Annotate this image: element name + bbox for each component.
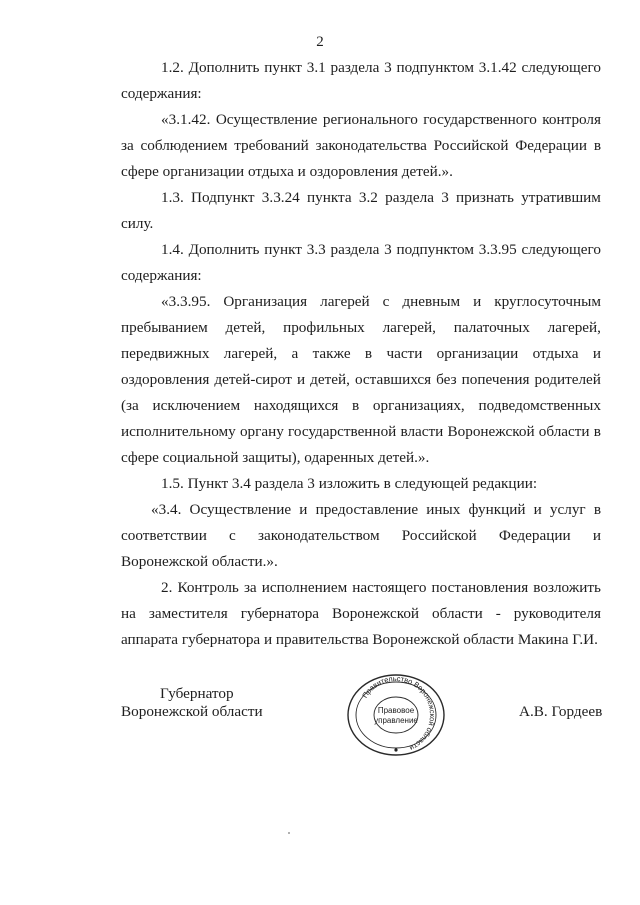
word: за: [243, 579, 257, 596]
word: оздоровления: [121, 371, 210, 388]
stamp-inner-line2: управление: [374, 716, 418, 725]
stamp-inner-line1: Правовое: [377, 706, 415, 715]
word: следующего: [521, 241, 601, 258]
word: организации: [436, 345, 519, 362]
word: лагерей,: [547, 319, 601, 336]
text-line: [161, 292, 601, 312]
word: -: [495, 605, 501, 622]
word: (за: [121, 397, 139, 414]
word: 3.3.24: [261, 189, 300, 206]
word: Федерации: [515, 137, 588, 154]
stamp-outer-text: Правительство Воронежской области: [360, 673, 438, 753]
word: услуг: [549, 501, 586, 518]
word: лагерей,: [382, 319, 436, 336]
word: 3: [441, 189, 449, 206]
word: требований: [234, 137, 309, 154]
word: организациях,: [372, 397, 465, 414]
word: 3: [384, 59, 392, 76]
signatory-region: Воронежской области: [121, 703, 263, 720]
word: находящихся: [253, 397, 339, 414]
word: соответствии: [121, 527, 207, 544]
text-line: Воронежской области.».: [121, 553, 278, 570]
word: профильных: [283, 319, 365, 336]
text-line: сфере организации отдыха и оздоровления детей.».: [121, 163, 453, 180]
word: пункт: [264, 241, 302, 258]
word: детей,: [225, 319, 266, 336]
word: следующего: [521, 59, 601, 76]
word: круглосуточным: [494, 293, 601, 310]
word: органу: [239, 423, 284, 440]
word: пункта: [307, 189, 352, 206]
word: раздела: [330, 59, 380, 76]
word: лагерей: [320, 293, 370, 310]
word: в: [593, 501, 601, 518]
word: пребыванием: [121, 319, 208, 336]
word: иных: [426, 501, 461, 518]
word: без: [436, 371, 457, 388]
word: области: [538, 423, 590, 440]
word: руководителя: [513, 605, 601, 622]
word: Дополнить: [188, 59, 260, 76]
text-line: [121, 136, 601, 156]
word: лагерей,: [223, 345, 278, 362]
word: Российской: [401, 527, 477, 544]
word: Организация: [223, 293, 308, 310]
text-line: силу.: [121, 215, 154, 232]
word: детей,: [310, 371, 350, 388]
word: губернатора: [240, 605, 320, 622]
word: отдыха: [532, 345, 579, 362]
word: детей-сирот: [214, 371, 292, 388]
word: а: [291, 345, 299, 362]
word: 3.3.95: [478, 241, 517, 258]
word: в: [364, 345, 373, 362]
text-line: [161, 110, 601, 130]
scan-speck: [288, 832, 290, 834]
text-line: аппарата губернатора и правительства Воронежской области Макина Г.И.: [121, 631, 598, 648]
word: 3.1.42: [478, 59, 517, 76]
word: исполнением: [261, 579, 348, 596]
word: законодательства: [315, 137, 427, 154]
word: постановления: [431, 579, 529, 596]
word: в: [593, 423, 601, 440]
word: исполнительному: [121, 423, 236, 440]
text-line: сфере социальной защиты), одаренных детей.».: [121, 449, 430, 466]
word: подведомственных: [478, 397, 601, 414]
word: 1.4.: [161, 241, 184, 258]
text-line: [121, 604, 601, 624]
word: и: [533, 501, 542, 518]
word: Контроль: [177, 579, 239, 596]
word: регионального: [322, 111, 418, 128]
word: подпунктом: [396, 241, 474, 258]
text-line: [121, 344, 601, 364]
word: 3.2: [358, 189, 378, 206]
text-line: [121, 396, 601, 416]
signatory-name: А.В. Гордеев: [519, 703, 603, 720]
word: государственного: [423, 111, 537, 128]
word: Российской: [433, 137, 509, 154]
word: за: [121, 137, 134, 154]
word: с: [382, 293, 390, 310]
word: с: [229, 527, 236, 544]
word: в: [352, 397, 360, 414]
word: и: [592, 345, 601, 362]
word: пункт: [264, 59, 302, 76]
official-stamp: [340, 670, 452, 760]
word: заместителя: [148, 605, 228, 622]
word: родителей: [534, 371, 601, 388]
word: признать: [456, 189, 514, 206]
word: Воронежской: [331, 605, 420, 622]
text-line: 1.5. Пункт 3.4 раздела 3 изложить в следующей редакции:: [161, 475, 538, 492]
word: «3.3.95.: [161, 293, 211, 310]
word: раздела: [385, 189, 434, 206]
word: и: [296, 371, 306, 388]
word: 3: [384, 241, 392, 258]
word: власти: [400, 423, 444, 440]
text-line: [161, 188, 601, 208]
text-line: содержания:: [121, 267, 202, 284]
page-number: 2: [316, 34, 324, 50]
word: «3.4.: [151, 501, 182, 518]
word: и: [473, 293, 482, 310]
word: утратившим: [521, 189, 601, 206]
word: «3.1.42.: [161, 111, 211, 128]
word: и: [299, 501, 308, 518]
word: также: [312, 345, 351, 362]
text-line: [161, 240, 601, 260]
word: палаточных: [453, 319, 530, 336]
text-line: [161, 58, 601, 78]
text-line: [121, 370, 601, 390]
word: Осуществление: [215, 111, 318, 128]
word: исключением: [152, 397, 241, 414]
word: 1.3.: [161, 189, 184, 206]
word: законодательством: [258, 527, 380, 544]
word: оставшихся: [354, 371, 432, 388]
word: Федерации: [498, 527, 571, 544]
word: настоящего: [352, 579, 427, 596]
text-line: [121, 318, 601, 338]
word: передвижных: [121, 345, 210, 362]
word: государственной: [288, 423, 397, 440]
word: на: [121, 605, 136, 622]
word: 1.2.: [161, 59, 184, 76]
word: раздела: [330, 241, 380, 258]
word: Осуществление: [189, 501, 292, 518]
word: Подпункт: [191, 189, 255, 206]
word: 3.3: [306, 241, 326, 258]
word: предоставление: [315, 501, 419, 518]
word: попечения: [461, 371, 530, 388]
word: возложить: [533, 579, 601, 596]
text-line: [151, 500, 601, 520]
word: части: [386, 345, 423, 362]
word: функций: [468, 501, 526, 518]
word: 3.1: [306, 59, 326, 76]
word: и: [592, 527, 601, 544]
word: 2.: [161, 579, 173, 596]
word: соблюдением: [140, 137, 228, 154]
text-line: [161, 578, 601, 598]
word: дневным: [402, 293, 461, 310]
word: Воронежской: [447, 423, 535, 440]
text-line: [121, 526, 601, 546]
word: Дополнить: [188, 241, 260, 258]
signatory-position: Губернатор: [160, 685, 234, 702]
word: области: [432, 605, 483, 622]
word: в: [593, 137, 601, 154]
word: контроля: [542, 111, 601, 128]
text-line: содержания:: [121, 85, 202, 102]
text-line: [121, 422, 601, 442]
word: подпунктом: [396, 59, 474, 76]
